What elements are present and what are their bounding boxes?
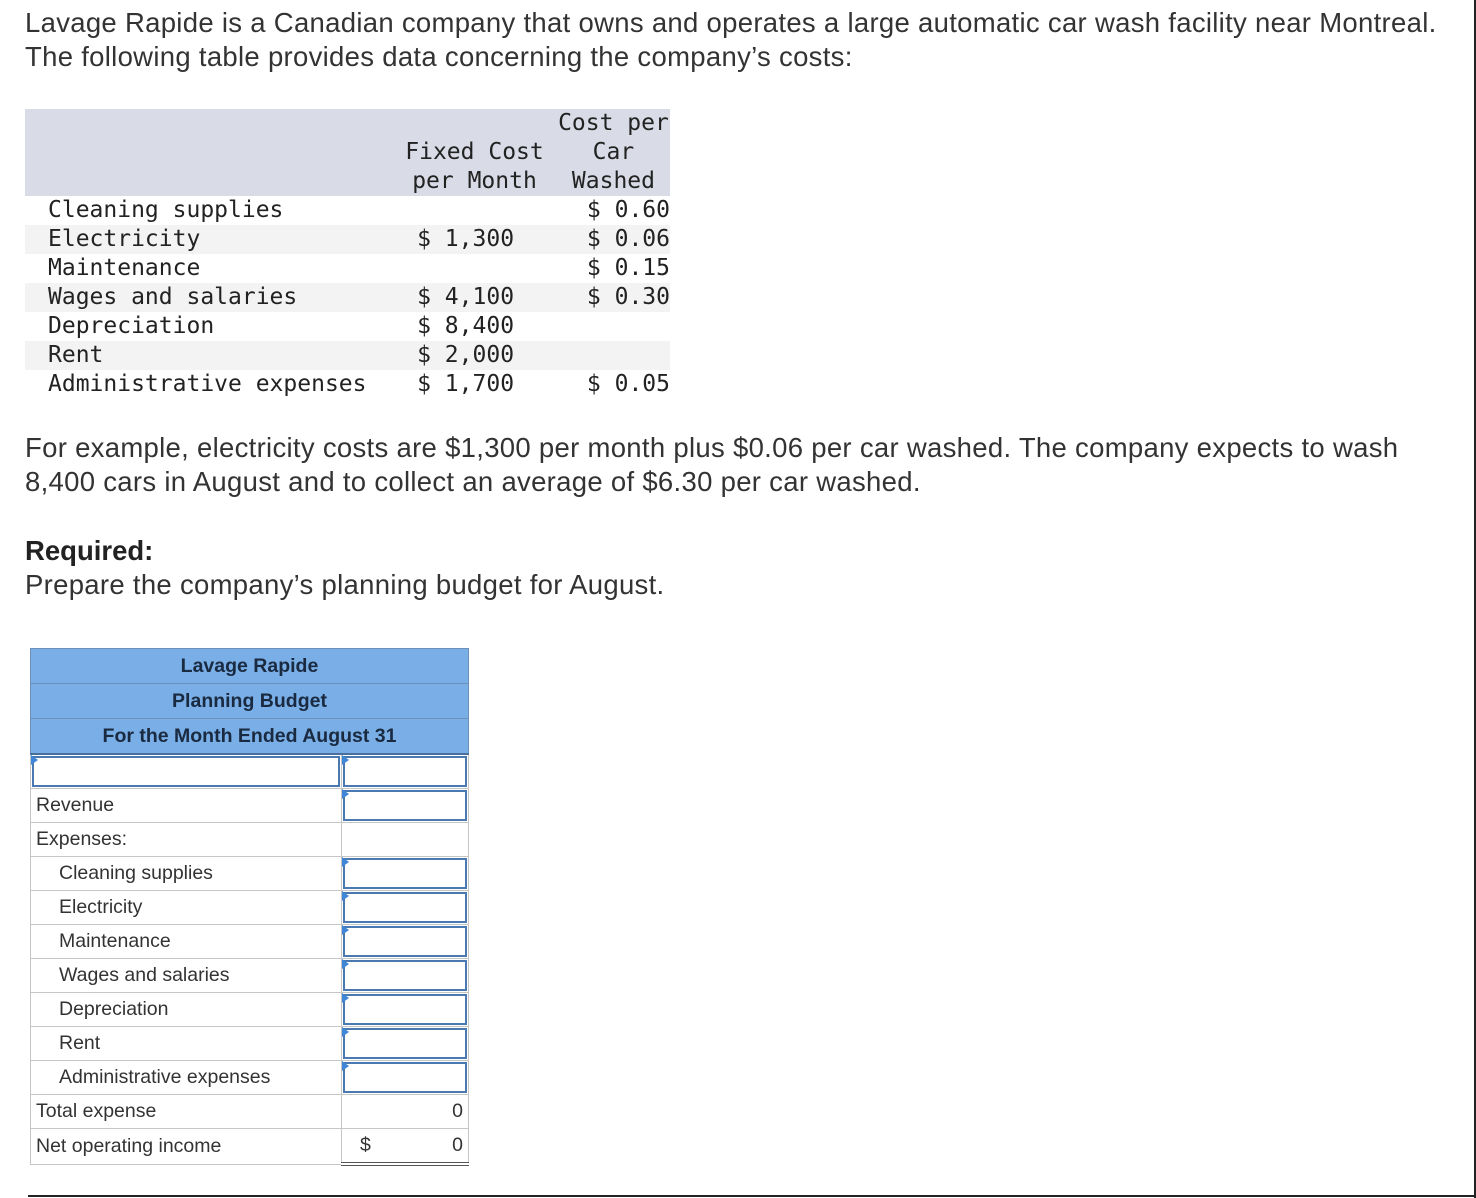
planning-budget-table <box>30 648 469 1166</box>
cost-row-fixed: $ 4,100 <box>392 283 557 312</box>
net-income-value: 0 <box>452 1134 463 1156</box>
rent-input[interactable] <box>343 1028 467 1059</box>
cost-row-variable <box>557 312 670 341</box>
budget-company-name: Lavage Rapide <box>31 649 469 684</box>
cost-row-fixed <box>392 254 557 283</box>
expense-line-row <box>31 857 469 891</box>
dropdown-marker-icon <box>342 789 349 799</box>
required-instruction: Prepare the company’s planning budget for August. <box>25 569 665 600</box>
budget-top-label-input[interactable] <box>32 756 340 787</box>
dropdown-marker-icon <box>342 925 349 935</box>
expenses-label: Expenses: <box>31 823 342 857</box>
cleaning-supplies-input[interactable] <box>343 858 467 889</box>
cost-header-blank <box>25 109 392 196</box>
expense-line-amount-cell[interactable] <box>342 959 469 993</box>
cost-row-variable: $ 0.06 <box>557 225 670 254</box>
expense-line-label: Rent <box>31 1027 342 1061</box>
budget-top-label-cell[interactable] <box>31 754 342 789</box>
cost-row-fixed: $ 2,000 <box>392 341 557 370</box>
cost-row <box>25 283 670 312</box>
total-expense-amount <box>342 1095 469 1129</box>
expense-line-label: Administrative expenses <box>31 1061 342 1095</box>
cost-row-label: Electricity <box>25 225 392 254</box>
cost-row-label: Maintenance <box>48 255 201 281</box>
expense-line-label: Electricity <box>31 891 342 925</box>
revenue-label: Revenue <box>31 789 342 823</box>
expense-line-row <box>31 993 469 1027</box>
expenses-blank-cell <box>342 823 469 857</box>
expense-line-label: Depreciation <box>31 993 342 1027</box>
expense-line-row <box>31 925 469 959</box>
cost-row <box>25 370 670 399</box>
cost-header-variable: Cost per Car Washed <box>558 110 669 194</box>
example-paragraph: For example, electricity costs are $1,300 per month plus $0.06 per car washed. The company expects to wash 8,400 cars in August and to collect an average of $6.30 per car washed. <box>25 432 1399 497</box>
net-income-amount <box>342 1129 469 1165</box>
expense-line-amount-cell[interactable] <box>342 891 469 925</box>
cost-row-label: Wages and salaries <box>25 283 392 312</box>
net-income-row <box>31 1129 469 1165</box>
revenue-amount-cell[interactable] <box>342 789 469 823</box>
cost-row-label: Depreciation <box>48 313 215 339</box>
cost-data-table <box>25 109 670 399</box>
dropdown-marker-icon <box>342 959 349 969</box>
budget-revenue-row <box>31 789 469 823</box>
total-expense-label: Total expense <box>31 1095 342 1129</box>
cost-row-label: Cleaning supplies <box>48 197 284 223</box>
cost-row-fixed <box>392 196 557 225</box>
revenue-input[interactable] <box>343 790 467 821</box>
cost-row-variable: $ 0.60 <box>586 197 670 223</box>
depreciation-input[interactable] <box>343 994 467 1025</box>
maintenance-input[interactable] <box>343 926 467 957</box>
dropdown-marker-icon <box>342 755 349 765</box>
expense-line-amount-cell[interactable] <box>342 925 469 959</box>
budget-top-row <box>31 754 469 789</box>
cost-row <box>25 312 670 341</box>
cost-row-variable: $ 0.15 <box>586 255 670 281</box>
expense-line-label: Cleaning supplies <box>31 857 342 891</box>
expense-line-amount-cell[interactable] <box>342 1027 469 1061</box>
total-expense-row <box>31 1095 469 1129</box>
dropdown-marker-icon <box>342 1027 349 1037</box>
total-expense-value: 0 <box>452 1100 463 1122</box>
dropdown-marker-icon <box>342 993 349 1003</box>
dropdown-marker-icon <box>342 891 349 901</box>
cost-row-variable <box>557 341 670 370</box>
expense-line-row <box>31 1061 469 1095</box>
cost-row-fixed: $ 1,300 <box>392 225 557 254</box>
bottom-divider <box>28 1195 1476 1197</box>
budget-period: For the Month Ended August 31 <box>31 719 469 755</box>
cost-row-variable: $ 0.05 <box>586 371 670 397</box>
net-income-currency: $ <box>360 1134 371 1156</box>
budget-title: Planning Budget <box>31 684 469 719</box>
cost-row-fixed: $ 1,700 <box>417 371 515 397</box>
dropdown-marker-icon <box>31 755 38 765</box>
cost-row <box>25 254 670 283</box>
budget-top-amount-input[interactable] <box>343 756 467 787</box>
intro-paragraph: Lavage Rapide is a Canadian company that owns and operates a large automatic car wash facility near Montreal. The following table provides data concerning the company’s costs: <box>25 7 1437 72</box>
cost-row <box>25 196 670 225</box>
required-heading: Required: <box>25 535 154 566</box>
expense-line-row <box>31 959 469 993</box>
cost-row <box>25 225 670 254</box>
dropdown-marker-icon <box>342 857 349 867</box>
cost-row-label: Administrative expenses <box>48 371 367 397</box>
expense-line-row <box>31 891 469 925</box>
cost-row-fixed: $ 8,400 <box>417 313 515 339</box>
administrative-expenses-input[interactable] <box>343 1062 467 1093</box>
wages-and-salaries-input[interactable] <box>343 960 467 991</box>
net-income-label: Net operating income <box>31 1129 342 1165</box>
cost-row-label: Rent <box>25 341 392 370</box>
expense-line-label: Wages and salaries <box>31 959 342 993</box>
expense-line-row <box>31 1027 469 1061</box>
budget-top-amount-cell[interactable] <box>342 754 469 789</box>
expense-line-label: Maintenance <box>31 925 342 959</box>
expense-line-amount-cell[interactable] <box>342 1061 469 1095</box>
cost-header-fixed: Fixed Cost per Month <box>392 109 557 196</box>
expense-line-amount-cell[interactable] <box>342 993 469 1027</box>
dropdown-marker-icon <box>342 1061 349 1071</box>
budget-expenses-row <box>31 823 469 857</box>
cost-row-variable: $ 0.30 <box>557 283 670 312</box>
cost-row <box>25 341 670 370</box>
electricity-input[interactable] <box>343 892 467 923</box>
expense-line-amount-cell[interactable] <box>342 857 469 891</box>
